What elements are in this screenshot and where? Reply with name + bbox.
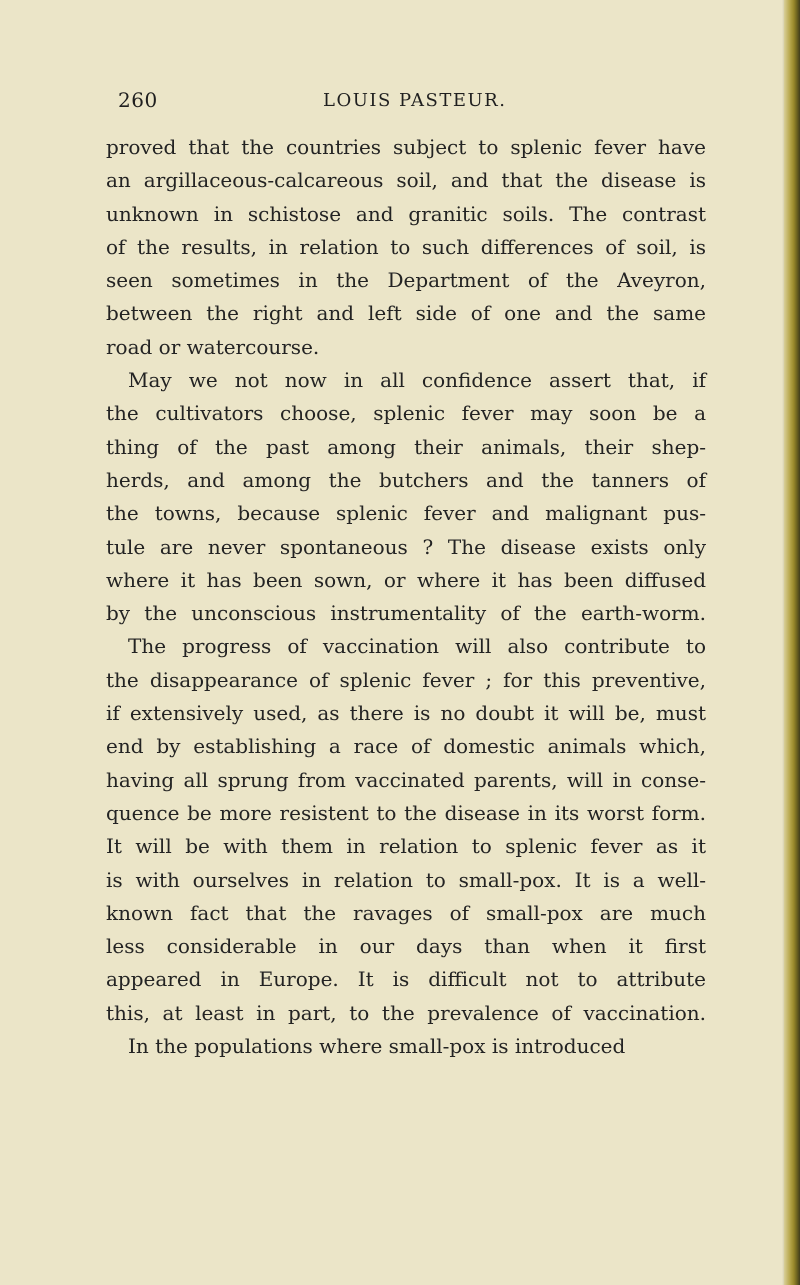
text-line: tule are never spontaneous ? The disease exists only: [106, 534, 706, 559]
page-number: 260: [118, 88, 158, 112]
paragraph-start-line: The progress of vaccination will also contribute to: [128, 634, 706, 659]
running-head: LOUIS PASTEUR.: [323, 90, 507, 111]
text-line: the cultivators choose, splenic fever may soon be a: [106, 401, 706, 426]
text-line: an argillaceous-calcareous soil, and that the disease is: [106, 168, 706, 193]
paragraph-start-line: May we not now in all confidence assert that, if: [128, 368, 706, 393]
text-line: herds, and among the butchers and the tanners of: [106, 467, 706, 492]
text-line: of the results, in relation to such differences of soil, is: [106, 234, 706, 259]
text-line: having all sprung from vaccinated parents, will in conse-: [106, 767, 706, 792]
page-header: [118, 88, 718, 118]
text-line: road or watercourse.: [106, 334, 320, 359]
text-line: appeared in Europe. It is difficult not to attribute: [106, 967, 706, 992]
text-line: known fact that the ravages of small-pox are much: [106, 900, 706, 925]
text-line: proved that the countries subject to splenic fever have: [106, 135, 706, 159]
text-line: if extensively used, as there is no doubt it will be, must: [106, 701, 706, 726]
text-line: It will be with them in relation to splenic fever as it: [106, 834, 706, 859]
text-line: where it has been sown, or where it has been diffused: [106, 567, 706, 592]
paragraph-start-line: In the populations where small-pox is introduced: [128, 1034, 626, 1059]
text-line: thing of the past among their animals, their shep-: [106, 434, 706, 459]
text-line: quence be more resistent to the disease in its worst form.: [106, 800, 706, 825]
text-line: end by establishing a race of domestic animals which,: [106, 734, 706, 759]
text-line: by the unconscious instrumentality of the earth-worm.: [106, 601, 706, 626]
text-line: this, at least in part, to the prevalence of vaccination.: [106, 1000, 706, 1025]
text-line: the disappearance of splenic fever ; for this preventive,: [106, 667, 706, 692]
text-line: seen sometimes in the Department of the Aveyron,: [106, 268, 706, 293]
body-text: [106, 131, 706, 1063]
text-line: less considerable in our days than when it first: [106, 934, 706, 959]
text-line: between the right and left side of one and the same: [106, 301, 706, 326]
text-line: is with ourselves in relation to small-pox. It is a well-: [106, 867, 706, 892]
book-spine: [784, 0, 800, 1285]
text-line: the towns, because splenic fever and malignant pus-: [106, 501, 706, 526]
text-line: unknown in schistose and granitic soils. The contrast: [106, 201, 706, 226]
